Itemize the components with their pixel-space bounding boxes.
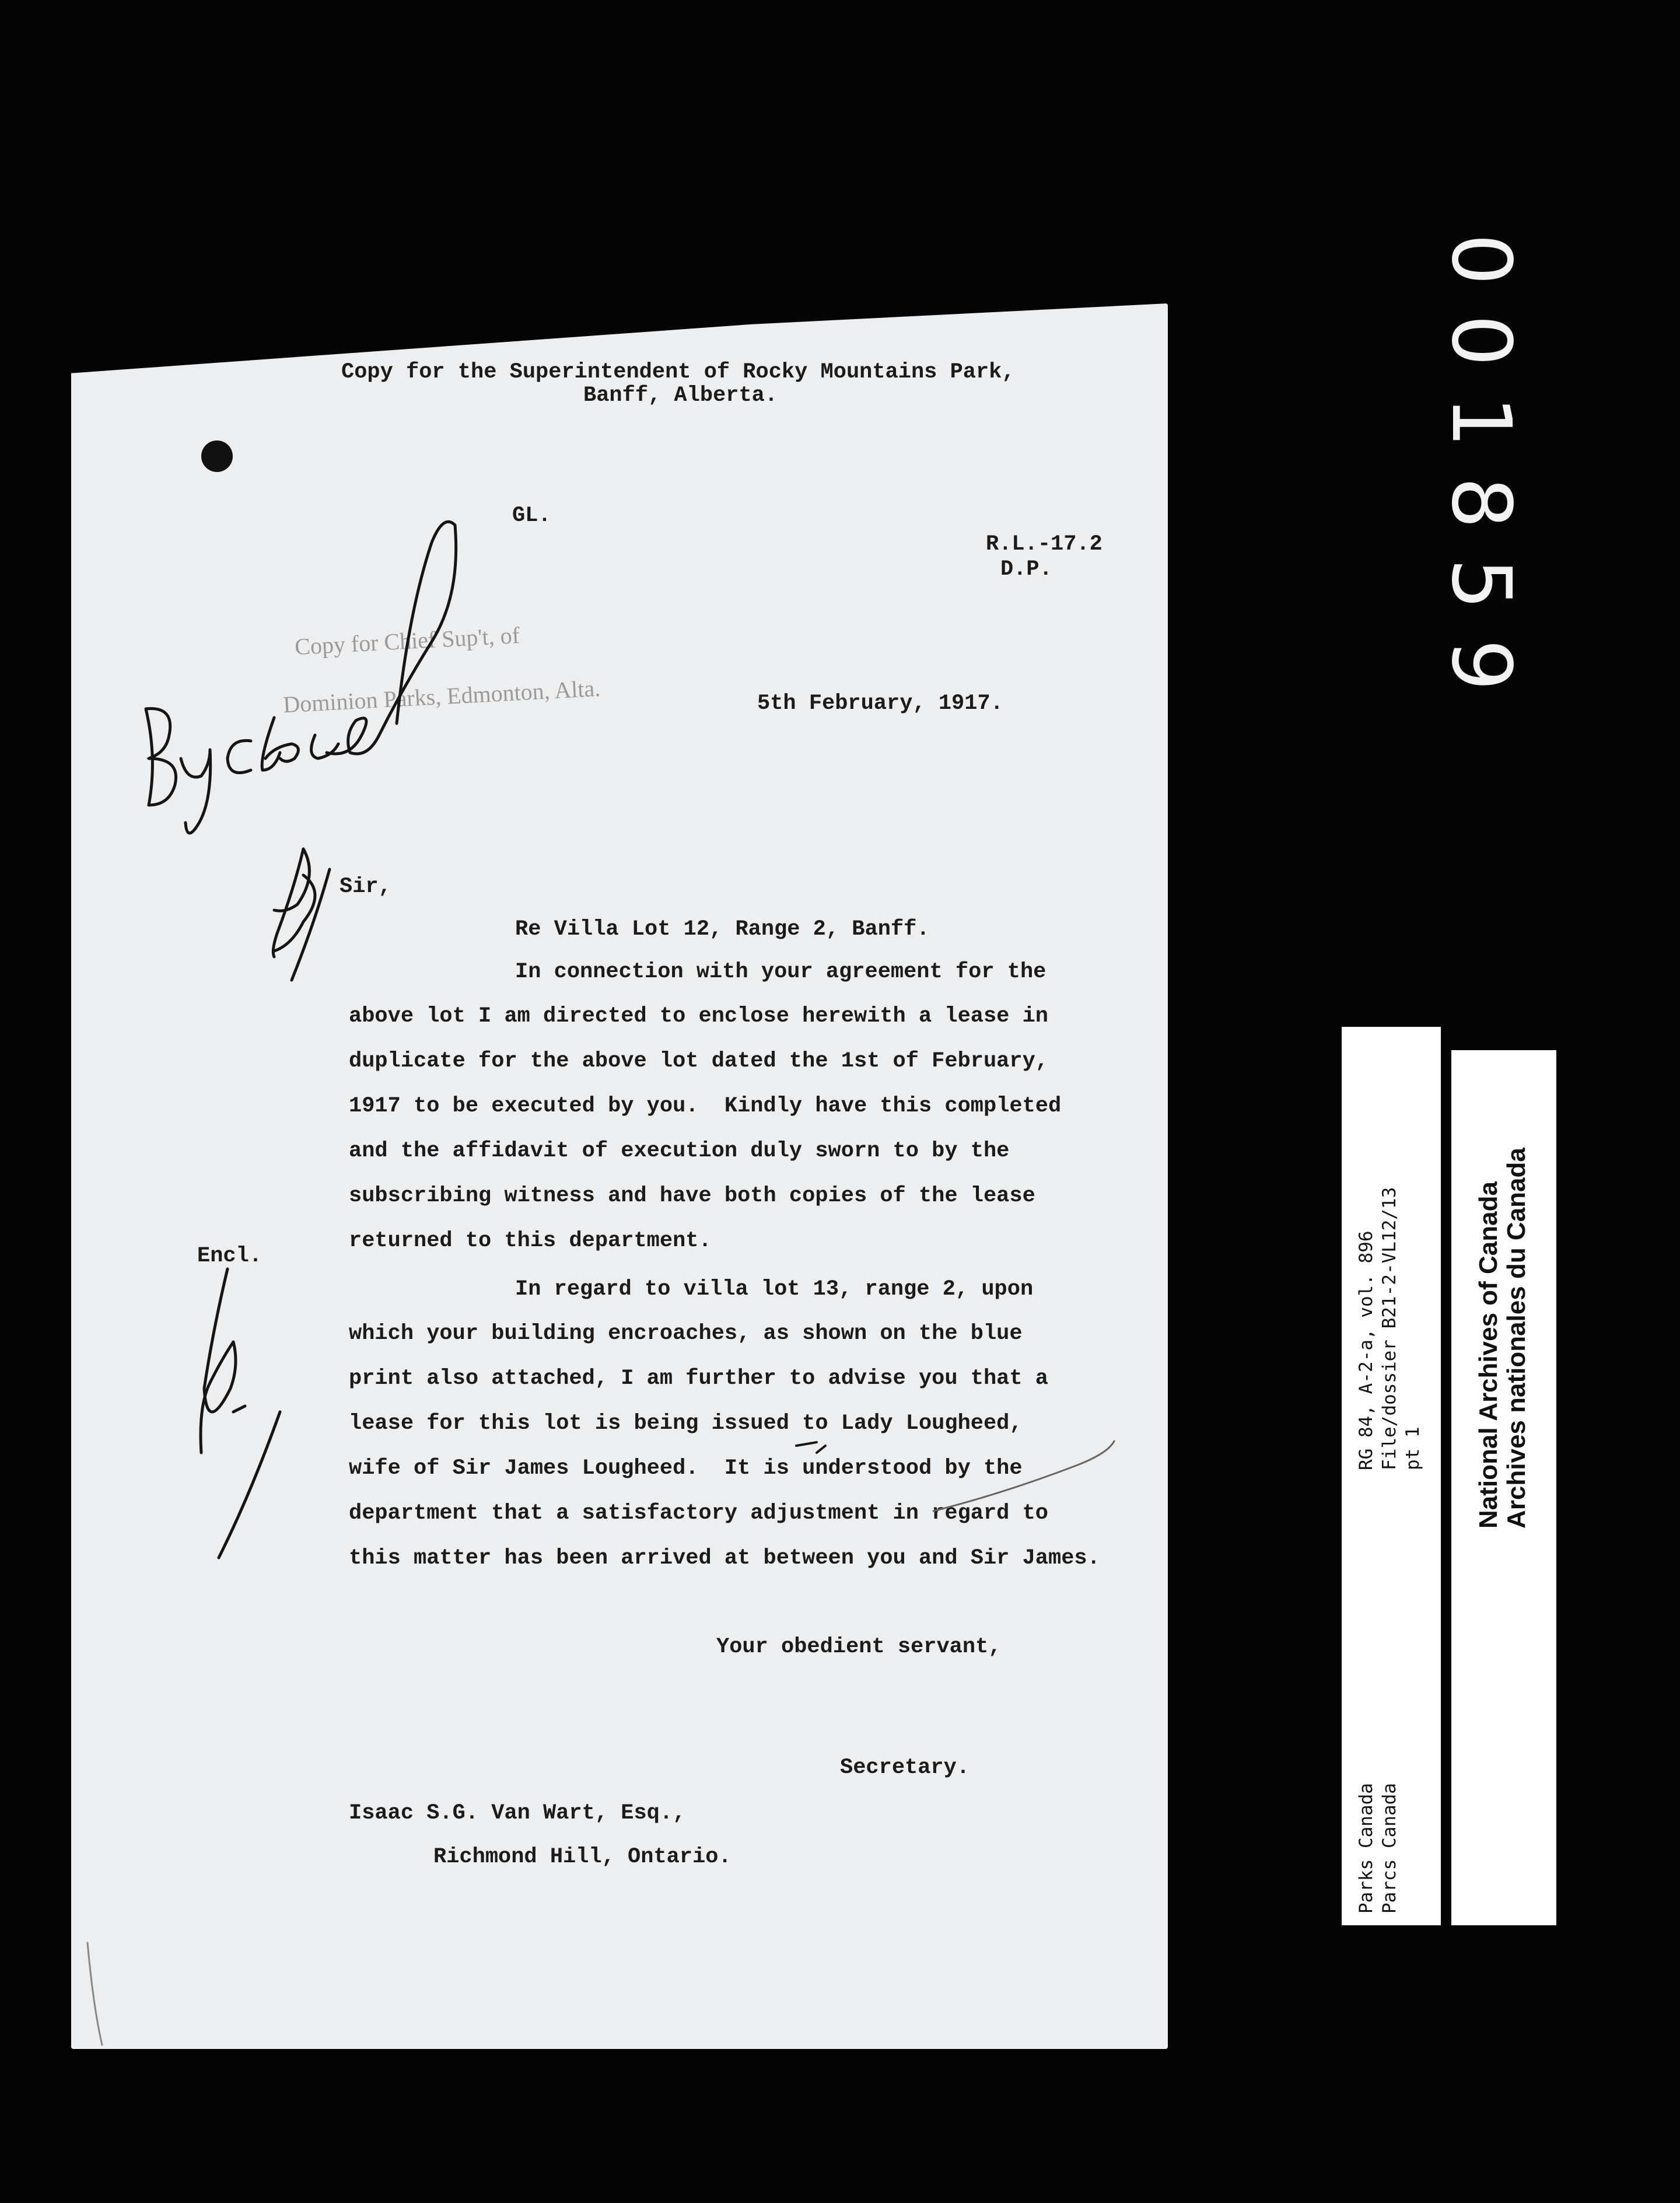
archive-label-institution-strip [1451, 1050, 1556, 1925]
stamp-line-2: Dominion Parks, Edmonton, Alta. [282, 674, 601, 718]
frame-number: 001859 [1433, 233, 1528, 721]
body-line: In regard to villa lot 13, range 2, upon [515, 1277, 1034, 1302]
initials: GL. [512, 503, 551, 528]
header-line-2: Banff, Alberta. [583, 383, 778, 408]
reference-line-1: R.L.-17.2 [986, 532, 1102, 557]
body-line: department that a satisfactory adjustment in regard to [349, 1501, 1048, 1526]
archive-label [1342, 1027, 1558, 1925]
reference-line-2: D.P. [1000, 557, 1052, 582]
signature-title: Secretary. [840, 1756, 970, 1780]
archive-ref-line-2: File/dossier B21-2-VL12/13 [1379, 1187, 1400, 1470]
body-line: 1917 to be executed by you. Kindly have this completed [349, 1094, 1062, 1118]
salutation: Sir, [340, 875, 391, 899]
body-line: subscribing witness and have both copies of the lease [349, 1184, 1035, 1208]
body-line: wife of Sir James Lougheed. It is understood by the [349, 1456, 1023, 1481]
body-line: In connection with your agreement for the [515, 960, 1046, 984]
archive-label-reference-strip [1342, 1027, 1441, 1925]
body-line: duplicate for the above lot dated the 1st of February, [349, 1049, 1048, 1073]
body-line: above lot I am directed to enclose herewith a lease in [349, 1004, 1048, 1029]
date: 5th February, 1917. [757, 691, 1003, 716]
stamp-line-1: Copy for Chief Sup't, of [294, 621, 520, 660]
body-line: returned to this department. [349, 1229, 712, 1253]
institution-name-en: National Archives of Canada [1474, 1181, 1503, 1529]
archive-ref-line-3: pt 1 [1402, 1426, 1423, 1470]
agency-name-fr: Parcs Canada [1379, 1783, 1400, 1914]
body-line: which your building encroaches, as shown on the blue [349, 1321, 1023, 1346]
archive-ref-line-1: RG 84, A-2-a, vol. 896 [1356, 1230, 1377, 1470]
agency-name-en: Parks Canada [1356, 1783, 1377, 1914]
body-line: print also attached, I am further to advise you that a [349, 1366, 1048, 1391]
margin-note-enclosure: Encl. [197, 1244, 262, 1268]
addressee-name: Isaac S.G. Van Wart, Esq., [349, 1801, 686, 1826]
body-line: this matter has been arrived at between you and Sir James. [349, 1546, 1100, 1571]
addressee-place: Richmond Hill, Ontario. [433, 1845, 732, 1869]
header-line-1: Copy for the Superintendent of Rocky Mountains Park, [341, 360, 1015, 384]
subject: Re Villa Lot 12, Range 2, Banff. [515, 917, 930, 942]
body-line: lease for this lot is being issued to Lady Lougheed, [349, 1411, 1023, 1436]
body-line: and the affidavit of execution duly sworn to by the [349, 1139, 1010, 1163]
institution-name-fr: Archives nationales du Canada [1502, 1148, 1531, 1529]
closing: Your obedient servant, [716, 1635, 1002, 1659]
